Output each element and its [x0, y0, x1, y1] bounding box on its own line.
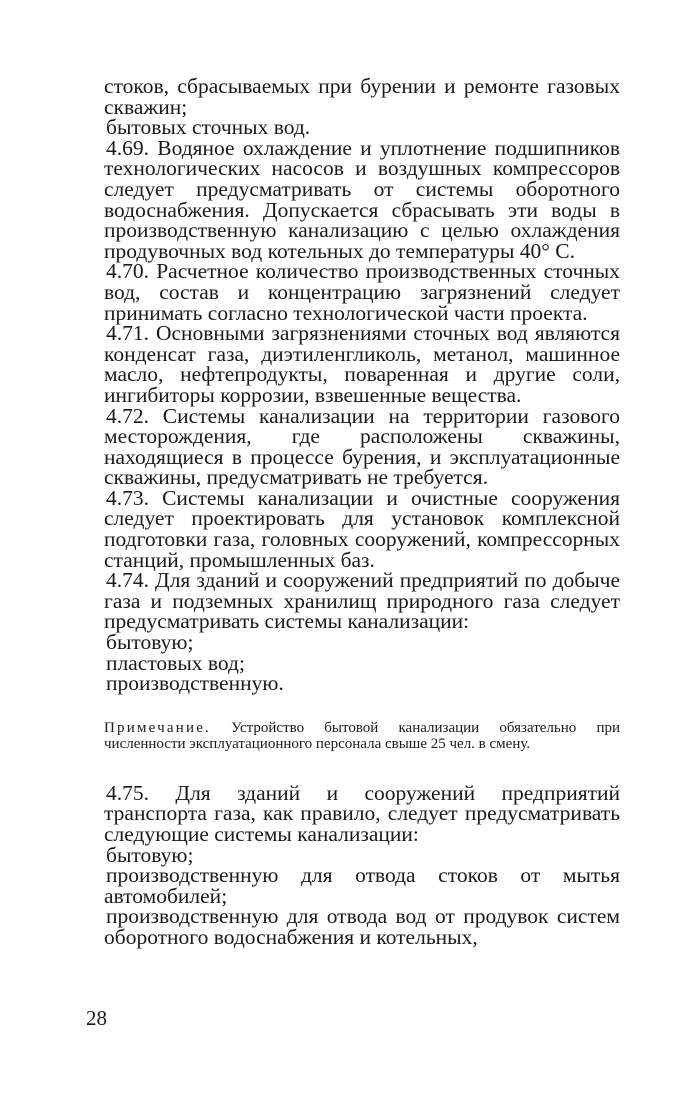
list-item: производственную для отвода стоков от мытья автомобилей; — [104, 863, 620, 908]
paragraph-4-71: 4.71. Основными загрязнениями сточных вод являются конденсат газа, диэтиленгликоль, метанол, машинное масло, нефтепродукты, поваренная и другие соли, ингибиторы коррозии, взвешенные вещества. — [104, 321, 620, 407]
body-text — [104, 76, 620, 694]
list-item: производственную для отвода вод от продувок систем оборотного водоснабжения и котельных, — [104, 904, 620, 949]
paragraph-4-70: 4.70. Расчетное количество производственных сточных вод, состав и концентрацию загрязнений следует принимать согласно технологической части проекта. — [104, 259, 620, 325]
paragraph-4-72: 4.72. Системы канализации на территории газового месторождения, где расположены скважины, находящиеся в процессе бурения, и эксплуатационные скважины, предусматривать не требуется. — [104, 403, 620, 490]
note-label: Примечание. — [104, 719, 212, 736]
text-line: бытовых сточных вод. — [106, 115, 311, 140]
note-text: Устройство бытовой канализации обязательно при численности эксплуатационного персонала свыше 25 чел. в смену. — [104, 719, 620, 753]
paragraph-4-75: 4.75. Для зданий и сооружений предприятий транспорта газа, как правило, следует предусматривать следующие системы канализации: — [104, 780, 620, 846]
note-block — [104, 720, 620, 753]
list-item: пластовых вод; — [106, 650, 245, 675]
body-text-continued — [104, 780, 620, 949]
list-item: производственную. — [106, 671, 284, 696]
text-line: стоков, сбрасываемых при бурении и ремонте газовых скважин; — [104, 74, 620, 119]
paragraph-4-74: 4.74. Для зданий и сооружений предприятий по добыче газа и подземных хранилищ природного газа следует предусматривать системы канализации: — [104, 568, 620, 634]
list-item: бытовую; — [106, 842, 194, 867]
paragraph-4-69: 4.69. Водяное охлаждение и уплотнение подшипников технологических насосов и воздушных компрессоров следует предусматривать от системы оборотного водоснабжения. Допускается сбрасывать эти воды в производственную канализацию с целью охлаждения продувочных вод котельных до температуры 40° С. — [104, 135, 620, 263]
list-item: бытовую; — [106, 630, 194, 655]
page-number: 28 — [86, 1006, 107, 1030]
paragraph-4-73: 4.73. Системы канализации и очистные сооружения следует проектировать для установок комплексной подготовки газа, головных сооружений, компрессорных станций, промышленных баз. — [104, 485, 620, 572]
